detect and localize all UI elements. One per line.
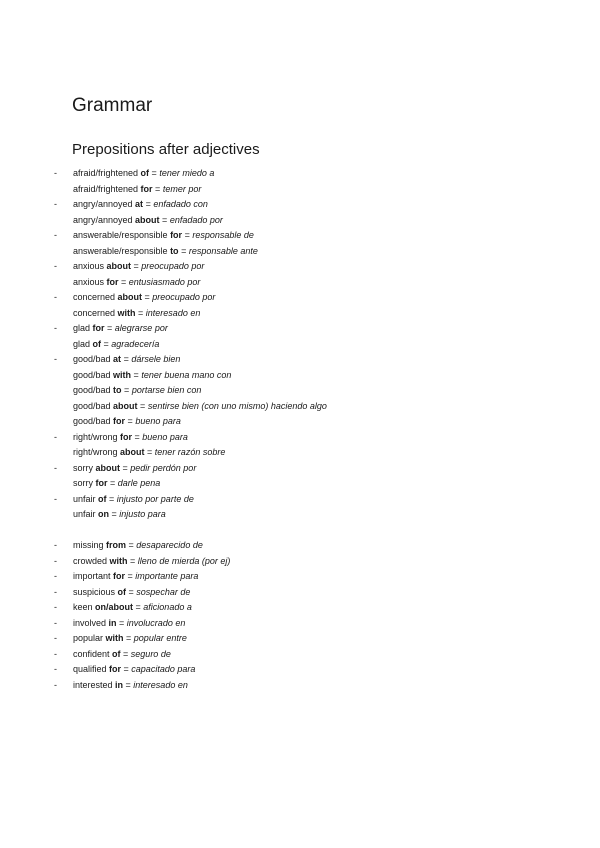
- list-item: [0, 213, 600, 229]
- bullet-dash: -: [54, 431, 57, 442]
- list-item: [0, 647, 600, 663]
- preposition: of: [98, 493, 107, 504]
- translation: involucrado en: [126, 617, 186, 628]
- equals-sign: =: [182, 230, 193, 240]
- adjective: answerable/responsible: [73, 230, 171, 240]
- equals-sign: =: [132, 431, 143, 442]
- preposition: about: [113, 400, 138, 411]
- translation: capacitado para: [131, 664, 196, 674]
- list-item: [0, 616, 600, 632]
- bullet-dash: -: [54, 292, 57, 302]
- equals-sign: =: [133, 602, 144, 612]
- bullet-dash: -: [54, 540, 57, 550]
- equals-sign: =: [143, 199, 154, 209]
- preposition: about: [135, 214, 160, 225]
- translation: agradecería: [111, 338, 160, 349]
- adjective: good/bad: [73, 400, 114, 411]
- list-item: [0, 600, 600, 616]
- preposition: of: [140, 168, 150, 178]
- list-item: [0, 585, 600, 601]
- translation: injusto para: [119, 509, 166, 519]
- equals-sign: =: [120, 648, 131, 659]
- preposition: with: [105, 633, 124, 643]
- preposition-list: [0, 166, 600, 693]
- entry-text: [73, 600, 192, 616]
- bullet-dash: -: [54, 679, 57, 690]
- translation: portarse bien con: [131, 385, 202, 395]
- list-item: [0, 461, 600, 477]
- list-item: [0, 259, 600, 275]
- bullet-dash: -: [54, 571, 57, 581]
- preposition: with: [117, 307, 136, 318]
- translation: dársele bien: [131, 354, 181, 364]
- adjective: keen: [73, 602, 96, 612]
- adjective: suspicious: [73, 586, 118, 597]
- equals-sign: =: [125, 416, 136, 426]
- adjective: unfair: [73, 509, 99, 519]
- list-item: [0, 399, 600, 415]
- entry-text: [73, 507, 166, 523]
- entry-text: [73, 678, 188, 694]
- entry-text: [73, 538, 203, 554]
- list-item: [0, 197, 600, 213]
- adjective: glad: [73, 323, 93, 333]
- translation: tener buena mano con: [141, 369, 232, 380]
- preposition: to: [113, 385, 122, 395]
- translation: interesado en: [133, 679, 188, 690]
- entry-text: [73, 197, 208, 213]
- equals-sign: =: [131, 261, 142, 271]
- bullet-dash: -: [54, 586, 57, 597]
- translation: sentirse bien (con uno mismo) haciendo algo: [147, 400, 327, 411]
- bullet-dash: -: [54, 230, 57, 240]
- translation: desaparecido de: [136, 540, 203, 550]
- bullet-dash: -: [54, 493, 57, 504]
- adjective: afraid/frightened: [73, 168, 141, 178]
- bullet-dash: -: [54, 633, 57, 643]
- adjective: popular: [73, 633, 106, 643]
- preposition: for: [92, 323, 105, 333]
- entry-text: [73, 647, 171, 663]
- bullet-dash: -: [54, 648, 57, 659]
- preposition: in: [108, 617, 117, 628]
- entry-text: [73, 461, 196, 477]
- translation: temer por: [162, 183, 202, 194]
- preposition: about: [117, 292, 143, 302]
- translation: enfadado con: [153, 199, 208, 209]
- equals-sign: =: [142, 292, 153, 302]
- entry-text: [73, 383, 201, 399]
- bullet-dash: -: [54, 168, 57, 178]
- translation: popular entre: [133, 633, 187, 643]
- equals-sign: =: [126, 540, 137, 550]
- entry-text: [73, 337, 159, 353]
- list-item: [0, 631, 600, 647]
- adjective: missing: [73, 540, 107, 550]
- list-item: [0, 244, 600, 260]
- adjective: right/wrong: [73, 447, 121, 457]
- bullet-dash: -: [54, 462, 57, 473]
- translation: seguro de: [130, 648, 171, 659]
- list-item: [0, 662, 600, 678]
- preposition: for: [170, 230, 183, 240]
- equals-sign: =: [159, 214, 170, 225]
- equals-sign: =: [120, 462, 131, 473]
- preposition: for: [120, 431, 133, 442]
- entry-text: [73, 585, 190, 601]
- entry-text: [73, 306, 200, 322]
- equals-sign: =: [121, 664, 132, 674]
- translation: interesado en: [145, 307, 201, 318]
- adjective: right/wrong: [73, 431, 121, 442]
- adjective: interested: [73, 679, 116, 690]
- adjective: afraid/frightened: [73, 183, 141, 194]
- adjective: involved: [73, 617, 109, 628]
- translation: tener razón sobre: [154, 447, 226, 457]
- equals-sign: =: [107, 478, 118, 488]
- preposition: for: [109, 664, 122, 674]
- entry-text: [73, 430, 188, 446]
- entry-text: [73, 399, 327, 415]
- entry-text: [73, 259, 204, 275]
- list-item: [0, 337, 600, 353]
- equals-sign: =: [121, 354, 132, 364]
- entry-text: [73, 213, 223, 229]
- bullet-dash: -: [54, 555, 57, 566]
- list-item: [0, 352, 600, 368]
- entry-text: [73, 321, 168, 337]
- adjective: angry/annoyed: [73, 199, 136, 209]
- adjective: good/bad: [73, 385, 114, 395]
- entry-text: [73, 244, 258, 260]
- list-item: [0, 228, 600, 244]
- section-subtitle: Prepositions after adjectives: [72, 141, 260, 158]
- preposition: in: [115, 679, 124, 690]
- preposition: at: [113, 354, 122, 364]
- adjective: good/bad: [73, 416, 114, 426]
- page-title: Grammar: [72, 95, 153, 116]
- preposition: for: [140, 183, 153, 194]
- adjective: anxious: [73, 261, 107, 271]
- equals-sign: =: [123, 633, 134, 643]
- equals-sign: =: [101, 338, 112, 349]
- equals-sign: =: [137, 400, 148, 411]
- preposition: with: [113, 369, 132, 380]
- adjective: good/bad: [73, 369, 114, 380]
- list-item: [0, 507, 600, 523]
- adjective: concerned: [73, 307, 118, 318]
- adjective: glad: [73, 338, 93, 349]
- bullet-dash: -: [54, 199, 57, 209]
- list-item: [0, 275, 600, 291]
- equals-sign: =: [106, 493, 117, 504]
- bullet-dash: -: [54, 354, 57, 364]
- list-item: [0, 182, 600, 198]
- entry-text: [73, 182, 201, 198]
- list-item: [0, 476, 600, 492]
- preposition: for: [113, 571, 126, 581]
- entry-text: [73, 662, 195, 678]
- list-item: [0, 538, 600, 554]
- adjective: qualified: [73, 664, 110, 674]
- equals-sign: =: [125, 571, 136, 581]
- equals-sign: =: [127, 555, 138, 566]
- bullet-dash: -: [54, 261, 57, 271]
- translation: bueno para: [142, 431, 188, 442]
- translation: alegrarse por: [114, 323, 168, 333]
- entry-text: [73, 476, 160, 492]
- equals-sign: =: [131, 369, 142, 380]
- entry-text: [73, 554, 230, 570]
- translation: importante para: [135, 571, 199, 581]
- list-item: [0, 678, 600, 694]
- preposition: with: [109, 555, 128, 566]
- preposition: on: [98, 509, 110, 519]
- adjective: anxious: [73, 276, 107, 287]
- adjective: confident: [73, 648, 113, 659]
- preposition: to: [170, 245, 179, 256]
- translation: preocupado por: [152, 292, 216, 302]
- entry-text: [73, 166, 214, 182]
- translation: injusto por parte de: [116, 493, 194, 504]
- preposition: about: [95, 462, 120, 473]
- equals-sign: =: [135, 307, 146, 318]
- bullet-dash: -: [54, 617, 57, 628]
- translation: enfadado por: [169, 214, 223, 225]
- adjective: angry/annoyed: [73, 214, 136, 225]
- entry-text: [73, 352, 180, 368]
- equals-sign: =: [121, 385, 132, 395]
- equals-sign: =: [123, 679, 134, 690]
- adjective: important: [73, 571, 114, 581]
- translation: pedir perdón por: [130, 462, 197, 473]
- list-item: [0, 290, 600, 306]
- translation: responsable ante: [188, 245, 258, 256]
- list-item: [0, 321, 600, 337]
- equals-sign: =: [109, 509, 120, 519]
- entry-text: [73, 414, 181, 430]
- equals-sign: =: [144, 447, 155, 457]
- translation: tener miedo a: [159, 168, 215, 178]
- list-item: [0, 569, 600, 585]
- list-item: [0, 166, 600, 182]
- entry-text: [73, 228, 254, 244]
- bullet-dash: -: [54, 602, 57, 612]
- preposition: for: [95, 478, 108, 488]
- adjective: sorry: [73, 462, 96, 473]
- entry-text: [73, 368, 231, 384]
- equals-sign: =: [116, 617, 127, 628]
- preposition: of: [112, 648, 121, 659]
- preposition: of: [117, 586, 127, 597]
- translation: bueno para: [135, 416, 181, 426]
- equals-sign: =: [118, 276, 129, 287]
- equals-sign: =: [178, 245, 189, 256]
- adjective: unfair: [73, 493, 99, 504]
- preposition: for: [113, 416, 126, 426]
- preposition: about: [106, 261, 132, 271]
- list-item: [0, 445, 600, 461]
- list-item: [0, 430, 600, 446]
- translation: entusiasmado por: [128, 276, 201, 287]
- adjective: good/bad: [73, 354, 114, 364]
- translation: preocupado por: [141, 261, 205, 271]
- entry-text: [73, 275, 200, 291]
- entry-text: [73, 616, 185, 632]
- adjective: sorry: [73, 478, 96, 488]
- entry-text: [73, 445, 225, 461]
- preposition: at: [135, 199, 144, 209]
- entry-text: [73, 631, 187, 647]
- list-item: [0, 414, 600, 430]
- list-item: [0, 383, 600, 399]
- equals-sign: =: [152, 183, 163, 194]
- bullet-dash: -: [54, 664, 57, 674]
- translation: lleno de mierda (por ej): [137, 555, 231, 566]
- entry-text: [73, 290, 215, 306]
- translation: darle pena: [117, 478, 161, 488]
- translation: aficionado a: [143, 602, 192, 612]
- entry-text: [73, 492, 194, 508]
- equals-sign: =: [126, 586, 137, 597]
- preposition: on/about: [95, 602, 134, 612]
- list-item: [0, 492, 600, 508]
- preposition: about: [120, 447, 145, 457]
- list-item: [0, 554, 600, 570]
- preposition: from: [106, 540, 127, 550]
- list-item: [0, 306, 600, 322]
- entry-text: [73, 569, 198, 585]
- adjective: crowded: [73, 555, 110, 566]
- translation: sospechar de: [136, 586, 191, 597]
- preposition: for: [106, 276, 119, 287]
- bullet-dash: -: [54, 323, 57, 333]
- adjective: concerned: [73, 292, 118, 302]
- adjective: answerable/responsible: [73, 245, 171, 256]
- equals-sign: =: [149, 168, 160, 178]
- preposition: of: [92, 338, 102, 349]
- translation: responsable de: [192, 230, 254, 240]
- equals-sign: =: [104, 323, 115, 333]
- list-item: [0, 368, 600, 384]
